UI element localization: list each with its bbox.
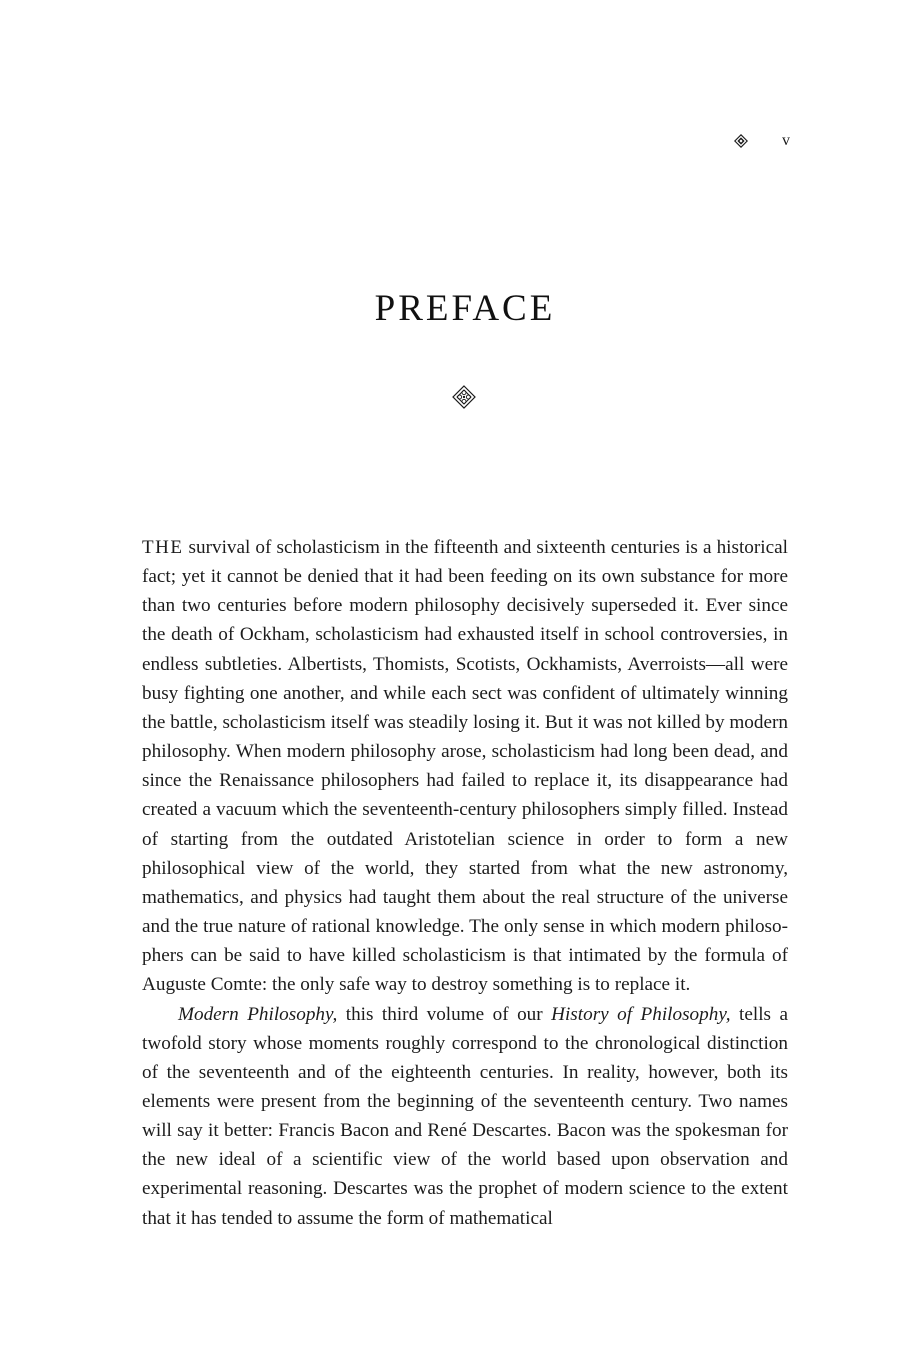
diamond-fleuron-icon — [734, 134, 748, 148]
lead-in-word: THE — [142, 537, 184, 558]
book-title-history-of-philosophy: History of Philosophy, — [551, 1003, 731, 1025]
paragraph-2 — [142, 1000, 788, 1233]
paragraph-2-text-a: this third volume of our — [337, 1003, 552, 1025]
running-head — [728, 130, 790, 152]
fleuron-icon — [452, 385, 476, 409]
book-title-modern-philosophy: Modern Philosophy, — [178, 1003, 338, 1025]
paragraph-1 — [142, 533, 788, 1000]
paragraph-2-text-b: tells a twofold story whose moments roughly correspond to the chronological distinction of the seventeenth and of the eighteenth centuries. In reality, however, both its elements were present from the beginning of the seventeenth century. Two names will say it better: Francis Bacon and René Descartes. Bacon was the spokesman for the new ideal of a scientific view of the world based upon observation and experimental reasoning. Descartes was the prophet of modern science to the extent that it has tended to assume the form of mathematical — [142, 1003, 789, 1229]
preface-body — [142, 533, 788, 1233]
chapter-title: PREFACE — [374, 288, 556, 329]
page-number: v — [782, 132, 790, 149]
paragraph-1-text: survival of scholasticism in the fifteenth and sixteenth centuries is a historical fact; yet it cannot be denied that it had been feeding on its own substance for more than two centuries before modern philosophy decisively superseded it. Ever since the death of Ockham, scholasticism had exhausted itself in school controversies, in endless subtleties. Albertists, Thomists, Scotists, Ockhamists, Averroists—all were busy fighting one another, and while each sect was confident of ultimately winning the battle, scholasticism itself was steadily losing it. But it was not killed by modern philosophy. When modern philosophy arose, scholasticism had long been dead, and since the Renaissance philosophers had failed to replace it, its disappearance had created a vacuum which the seventeenth-century philosophers simply filled. Instead of starting from the outdated Aristotelian science in order to form a new philosophical view of the world, they started from what the new astronomy, mathematics, and physics had taught them about the real structure of the universe and the true nature of rational knowledge. The only sense in which modern philosophers can be said to have killed scholasticism is that intimated by the formula of Auguste Comte: the only safe way to destroy something is to replace it. — [142, 537, 788, 996]
